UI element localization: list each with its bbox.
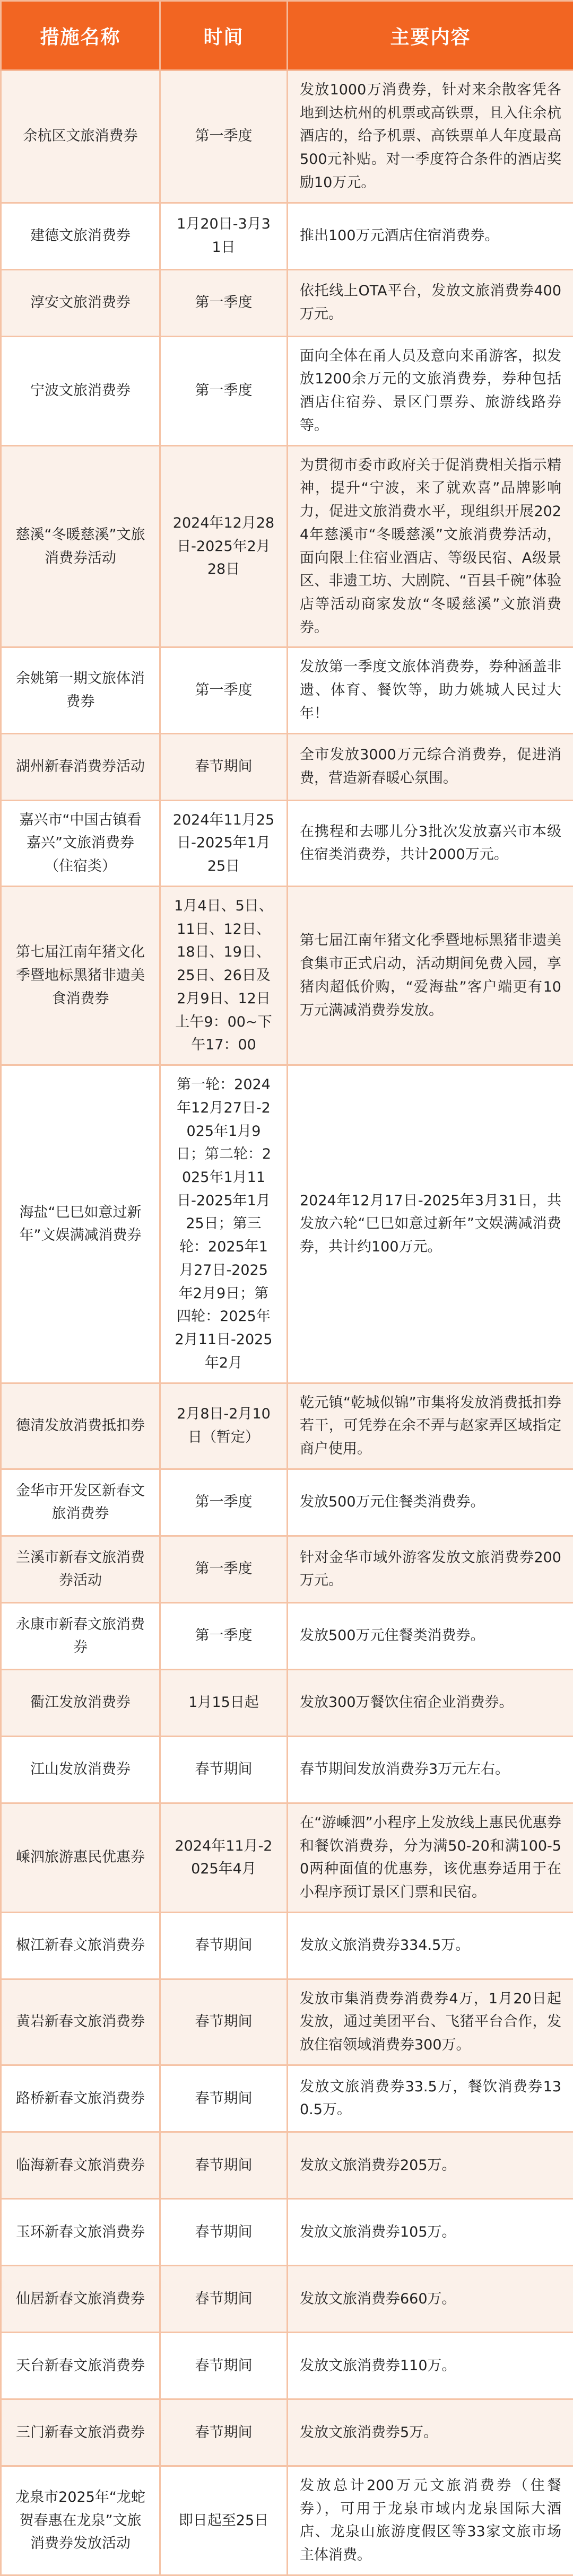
measure-name-cell: 永康市新春文旅消费券 bbox=[1, 1602, 160, 1669]
main-content-cell: 发放300万餐饮住宿企业消费券。 bbox=[288, 1669, 573, 1736]
main-content-cell: 发放文旅消费券110万。 bbox=[288, 2332, 573, 2399]
main-content-cell: 发放文旅消费券334.5万。 bbox=[288, 1912, 573, 1979]
table-row bbox=[1, 1912, 573, 1979]
header-measure-name: 措施名称 bbox=[1, 1, 160, 71]
header-main-content: 主要内容 bbox=[288, 1, 573, 71]
measure-name-cell: 三门新春文旅消费券 bbox=[1, 2399, 160, 2466]
measure-name-cell: 宁波文旅消费券 bbox=[1, 336, 160, 445]
time-cell: 春节期间 bbox=[160, 1912, 288, 1979]
table-row bbox=[1, 269, 573, 336]
time-cell: 春节期间 bbox=[160, 2332, 288, 2399]
measure-name-cell: 龙泉市2025年“龙蛇贺春惠在龙泉”文旅消费券发放活动 bbox=[1, 2466, 160, 2575]
time-cell: 春节期间 bbox=[160, 2198, 288, 2265]
main-content-cell: 全市发放3000万元综合消费券，促进消费，营造新春暖心氛围。 bbox=[288, 733, 573, 800]
table-row bbox=[1, 2198, 573, 2265]
measure-name-cell: 金华市开发区新春文旅消费券 bbox=[1, 1469, 160, 1536]
table-row bbox=[1, 2265, 573, 2332]
main-content-cell: 推出100万元酒店住宿消费券。 bbox=[288, 203, 573, 269]
main-content-cell: 乾元镇“乾城似锦”市集将发放消费抵扣券若干，可凭券在余不弄与赵家弄区域指定商户使用。 bbox=[288, 1383, 573, 1469]
time-cell: 1月4日、5日、11日、12日、18日、19日、25日、26日及2月9日、12日上午9：00~下午17：00 bbox=[160, 886, 288, 1065]
table-row bbox=[1, 733, 573, 800]
main-content-cell: 发放500万元住餐类消费券。 bbox=[288, 1602, 573, 1669]
time-cell: 1月15日起 bbox=[160, 1669, 288, 1736]
table-row bbox=[1, 2065, 573, 2132]
time-cell: 第一季度 bbox=[160, 1469, 288, 1536]
time-cell: 第一季度 bbox=[160, 1536, 288, 1602]
main-content-cell: 发放文旅消费券205万。 bbox=[288, 2132, 573, 2198]
table-row bbox=[1, 2466, 573, 2575]
main-content-cell: 面向全体在甬人员及意向来甬游客，拟发放1200余万元的文旅消费券，券种包括酒店住宿券、景区门票券、旅游线路券等。 bbox=[288, 336, 573, 445]
main-content-cell: 第七届江南年猪文化季暨地标黑猪非遗美食集市正式启动，活动期间免费入园，享猪肉超低价购，“爱海盐”客户端更有10万元满减消费券发放。 bbox=[288, 886, 573, 1065]
measure-name-cell: 慈溪“冬暖慈溪”文旅消费券活动 bbox=[1, 445, 160, 647]
time-cell: 第一季度 bbox=[160, 71, 288, 203]
header-time: 时间 bbox=[160, 1, 288, 71]
time-cell: 第一季度 bbox=[160, 1602, 288, 1669]
time-cell: 第一轮：2024年12月27日-2025年1月9日；第二轮：2025年1月11日-2025年1月25日；第三轮：2025年1月27日-2025年2月9日；第四轮：2025年2月11日-2025年2月 bbox=[160, 1065, 288, 1383]
main-content-cell: 依托线上OTA平台，发放文旅消费券400万元。 bbox=[288, 269, 573, 336]
table-row bbox=[1, 647, 573, 733]
measure-name-cell: 衢江发放消费券 bbox=[1, 1669, 160, 1736]
measure-name-cell: 德清发放消费抵扣券 bbox=[1, 1383, 160, 1469]
table-row bbox=[1, 1669, 573, 1736]
time-cell: 2月8日-2月10日（暂定） bbox=[160, 1383, 288, 1469]
table-row bbox=[1, 1065, 573, 1383]
table-row bbox=[1, 71, 573, 203]
table-header bbox=[1, 1, 573, 71]
header-row bbox=[1, 1, 573, 71]
measure-name-cell: 玉环新春文旅消费券 bbox=[1, 2198, 160, 2265]
main-content-cell: 春节期间发放消费券3万元左右。 bbox=[288, 1736, 573, 1803]
table-row bbox=[1, 2132, 573, 2198]
measure-name-cell: 仙居新春文旅消费券 bbox=[1, 2265, 160, 2332]
main-content-cell: 发放文旅消费券33.5万，餐饮消费券130.5万。 bbox=[288, 2065, 573, 2132]
table-row bbox=[1, 1383, 573, 1469]
main-content-cell: 发放文旅消费券5万。 bbox=[288, 2399, 573, 2466]
measure-name-cell: 椒江新春文旅消费券 bbox=[1, 1912, 160, 1979]
time-cell: 2024年12月28日-2025年2月28日 bbox=[160, 445, 288, 647]
table-row bbox=[1, 2399, 573, 2466]
time-cell: 第一季度 bbox=[160, 269, 288, 336]
time-cell: 1月20日-3月31日 bbox=[160, 203, 288, 269]
main-content-cell: 发放文旅消费券660万。 bbox=[288, 2265, 573, 2332]
measure-name-cell: 第七届江南年猪文化季暨地标黑猪非遗美食消费券 bbox=[1, 886, 160, 1065]
time-cell: 春节期间 bbox=[160, 2399, 288, 2466]
measure-name-cell: 海盐“巳巳如意过新年”文娱满减消费券 bbox=[1, 1065, 160, 1383]
table-row bbox=[1, 1803, 573, 1912]
table-row bbox=[1, 336, 573, 445]
time-cell: 第一季度 bbox=[160, 647, 288, 733]
measure-name-cell: 嘉兴市“中国古镇看嘉兴”文旅消费券（住宿类） bbox=[1, 800, 160, 886]
measure-name-cell: 天台新春文旅消费券 bbox=[1, 2332, 160, 2399]
time-cell: 即日起至25日 bbox=[160, 2466, 288, 2575]
main-content-cell: 为贯彻市委市政府关于促消费相关指示精神，提升“宁波，来了就欢喜”品牌影响力，促进文旅消费水平，现组织开展2024年慈溪市“冬暖慈溪”文旅消费券活动，面向限上住宿业酒店、等级民宿、A级景区、非遗工坊、大剧院、“百县千碗”体验店等活动商家发放“冬暖慈溪”文旅消费券。 bbox=[288, 445, 573, 647]
time-cell: 春节期间 bbox=[160, 733, 288, 800]
measure-name-cell: 嵊泗旅游惠民优惠券 bbox=[1, 1803, 160, 1912]
main-content-cell: 针对金华市域外游客发放文旅消费券200万元。 bbox=[288, 1536, 573, 1602]
measure-name-cell: 余杭区文旅消费券 bbox=[1, 71, 160, 203]
main-content-cell: 发放500万元住餐类消费券。 bbox=[288, 1469, 573, 1536]
measure-name-cell: 余姚第一期文旅体消费券 bbox=[1, 647, 160, 733]
table-row bbox=[1, 1469, 573, 1536]
measure-name-cell: 黄岩新春文旅消费券 bbox=[1, 1979, 160, 2065]
measure-name-cell: 兰溪市新春文旅消费券活动 bbox=[1, 1536, 160, 1602]
measure-name-cell: 湖州新春消费券活动 bbox=[1, 733, 160, 800]
table-body bbox=[1, 71, 573, 2575]
measure-name-cell: 江山发放消费券 bbox=[1, 1736, 160, 1803]
time-cell: 2024年11月25日-2025年1月25日 bbox=[160, 800, 288, 886]
table-row bbox=[1, 203, 573, 269]
table-row bbox=[1, 1602, 573, 1669]
table-row bbox=[1, 445, 573, 647]
time-cell: 春节期间 bbox=[160, 2265, 288, 2332]
main-content-cell: 发放市集消费券消费券4万，1月20日起发放，通过美团平台、飞猪平台合作，发放住宿领域消费券300万。 bbox=[288, 1979, 573, 2065]
measure-name-cell: 临海新春文旅消费券 bbox=[1, 2132, 160, 2198]
main-content-cell: 发放文旅消费券105万。 bbox=[288, 2198, 573, 2265]
table-row bbox=[1, 1736, 573, 1803]
measure-name-cell: 路桥新春文旅消费券 bbox=[1, 2065, 160, 2132]
main-content-cell: 2024年12月17日-2025年3月31日，共发放六轮“巳巳如意过新年”文娱满减消费券，共计约100万元。 bbox=[288, 1065, 573, 1383]
main-content-cell: 在携程和去哪儿分3批次发放嘉兴市本级住宿类消费券，共计2000万元。 bbox=[288, 800, 573, 886]
time-cell: 第一季度 bbox=[160, 336, 288, 445]
time-cell: 春节期间 bbox=[160, 2065, 288, 2132]
time-cell: 春节期间 bbox=[160, 1979, 288, 2065]
time-cell: 春节期间 bbox=[160, 1736, 288, 1803]
time-cell: 2024年11月-2025年4月 bbox=[160, 1803, 288, 1912]
main-content-cell: 在“游嵊泗”小程序上发放线上惠民优惠券和餐饮消费券，分为满50-20和满100-50两种面值的优惠券，该优惠券适用于在小程序预订景区门票和民宿。 bbox=[288, 1803, 573, 1912]
measure-name-cell: 淳安文旅消费券 bbox=[1, 269, 160, 336]
table-row bbox=[1, 800, 573, 886]
table-row bbox=[1, 1979, 573, 2065]
table-row bbox=[1, 2332, 573, 2399]
time-cell: 春节期间 bbox=[160, 2132, 288, 2198]
main-content-cell: 发放总计200万元文旅消费券（住餐券），可用于龙泉市域内龙泉国际大酒店、龙泉山旅游度假区等33家文旅市场主体消费。 bbox=[288, 2466, 573, 2575]
main-content-cell: 发放第一季度文旅体消费券，券种涵盖非遗、体育、餐饮等，助力姚城人民过大年！ bbox=[288, 647, 573, 733]
measure-name-cell: 建德文旅消费券 bbox=[1, 203, 160, 269]
main-content-cell: 发放1000万消费券，针对来余散客凭各地到达杭州的机票或高铁票，且入住余杭酒店的，给予机票、高铁票单人年度最高500元补贴。对一季度符合条件的酒店奖励10万元。 bbox=[288, 71, 573, 203]
table-row bbox=[1, 1536, 573, 1602]
table-row bbox=[1, 886, 573, 1065]
